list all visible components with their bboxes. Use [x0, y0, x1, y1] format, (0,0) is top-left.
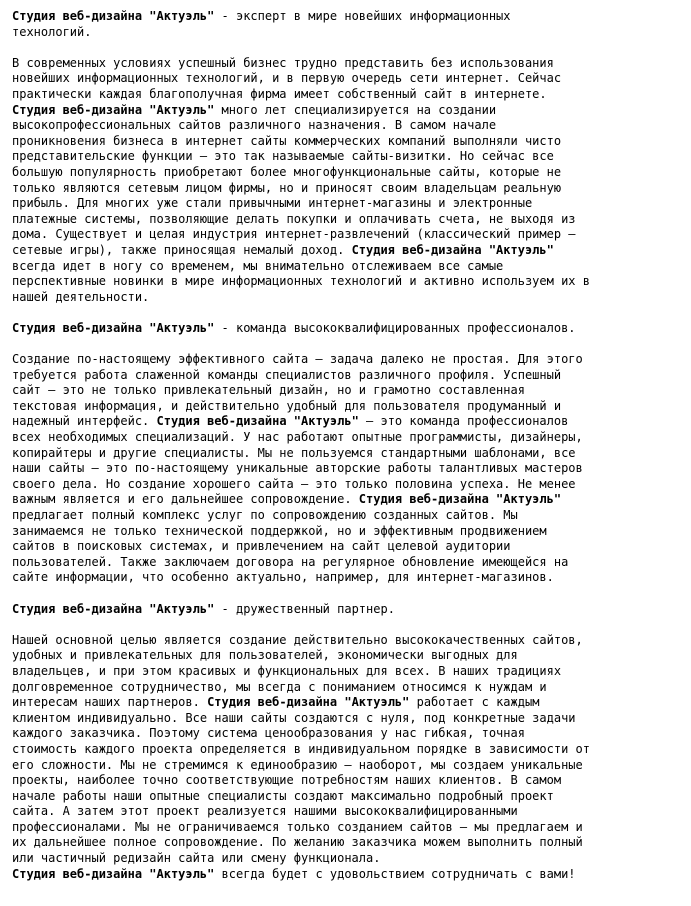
text-run: В современных условиях успешный бизнес трудно представить без использования	[12, 55, 554, 70]
brand-name: Студия веб-дизайна "Актуэль"	[12, 102, 215, 117]
text-run: перспективные новинки в мире информационных технологий и активно используем их в	[12, 274, 590, 289]
text-run: наши сайты — это по-настоящему уникальные авторские работы талантливых мастеров	[12, 461, 583, 476]
brand-name: Студия веб-дизайна "Актуэль"	[207, 695, 410, 710]
text-run: нашей деятельности.	[12, 289, 150, 304]
paragraph-gap	[12, 617, 691, 633]
brand-name: Студия веб-дизайна "Актуэль"	[12, 866, 215, 881]
text-run: надежный интерфейс.	[12, 414, 157, 429]
text-run: проникновения бизнеса в интернет сайты коммерческих компаний выполняли чисто	[12, 133, 562, 148]
text-run: всех необходимых специализаций. У нас работают опытные программисты, дизайнеры,	[12, 430, 583, 445]
paragraph-gap	[12, 586, 691, 602]
text-run: интересам наших партнеров.	[12, 695, 208, 710]
paragraph-gap	[12, 40, 691, 56]
text-run: важным является и его дальнейшее сопровождение.	[12, 492, 359, 507]
text-run: стоимость каждого проекта определяется в индивидуальном порядке в зависимости от	[12, 741, 590, 756]
text-run: всегда будет с удовольствием сотрудничать с вами!	[214, 866, 576, 881]
brand-name: Студия веб-дизайна "Актуэль"	[156, 414, 359, 429]
text-run: платежные системы, позволяющие делать покупки и оплачивать счета, не выходя из	[12, 211, 576, 226]
brand-name: Студия веб-дизайна "Актуэль"	[12, 9, 215, 23]
text-run: копирайтеры и другие специалисты. Мы не пользуемся стандартными шаблонами, все	[12, 445, 576, 460]
text-run: пользователей. Также заключаем договора на регулярное обновление имеющейся на	[12, 554, 569, 569]
text-run: сетевые игры), также приносящая немалый доход.	[12, 242, 352, 257]
text-run: начале работы наши опытные специалисты создают максимально подробный проект	[12, 788, 554, 803]
paragraph-gap	[12, 305, 691, 321]
text-run: большую популярность приобретают более многофункциональные сайты, которые не	[12, 164, 562, 179]
text-run: сайтов в поисковых системах, и привлечением на сайт целевой аудитории	[12, 539, 511, 554]
text-run: только являются сетевым лицом фирмы, но и приносят своим владельцам реальную	[12, 180, 562, 195]
brand-name: Студия веб-дизайна "Актуэль"	[12, 320, 215, 335]
partner-paragraph	[12, 633, 691, 883]
text-run: профессионалами. Мы не ограничиваемся только созданием сайтов — мы предлагаем и	[12, 819, 583, 834]
text-run: - эксперт в мире новейших информационных	[214, 9, 511, 23]
text-run: их дальнейшее полное сопровождение. По желанию заказчика можем выполнить полный	[12, 835, 583, 850]
text-run: долговременное сотрудничество, мы всегда с пониманием относимся к нуждам и	[12, 679, 547, 694]
document-body	[12, 9, 691, 882]
text-run: требуется работа слаженной команды специалистов различного профиля. Успешный	[12, 367, 562, 382]
text-run: каждого заказчика. Поэтому система ценообразования у нас гибкая, точная	[12, 726, 525, 741]
text-run: работает с каждым	[409, 695, 540, 710]
team-paragraph	[12, 352, 691, 586]
text-run: технологий.	[12, 24, 92, 39]
brand-name: Студия веб-дизайна "Актуэль"	[358, 492, 562, 507]
text-run: высокопрофессиональных сайтов различного назначения. В самом начале	[12, 118, 497, 133]
paragraph-gap	[12, 336, 691, 352]
text-run: — это команда профессионалов	[358, 414, 569, 429]
text-run: сайт — это не только привлекательный дизайн, но и грамотно составленная	[12, 383, 525, 398]
brand-name: Студия веб-дизайна "Актуэль"	[12, 601, 215, 616]
intro-paragraph	[12, 56, 691, 306]
text-run: всегда идет в ногу со временем, мы внимательно отслеживаем все самые	[12, 258, 504, 273]
partner-heading	[12, 602, 691, 618]
text-run: своего дела. Но создание хорошего сайта — это только половина успеха. Не менее	[12, 476, 576, 491]
text-run: Нашей основной целью является создание действительно высококачественных сайтов,	[12, 632, 583, 647]
text-run: новейших информационных технологий, и в первую очередь сети интернет. Сейчас	[12, 71, 562, 86]
text-run: представительские функции — это так называемые сайты-визитки. Но сейчас все	[12, 149, 554, 164]
text-run: проекты, наиболее точно соответствующие потребностям наших клиентов. В самом	[12, 773, 562, 788]
text-run: текстовая информация, и действительно удобный для пользователя продуманный и	[12, 398, 562, 413]
team-heading	[12, 321, 691, 337]
text-run: владельцев, и при этом красивых и функциональных для всех. В наших традициях	[12, 663, 562, 678]
text-run: прибыль. Для многих уже стали привычными интернет-магазины и электронные	[12, 196, 533, 211]
text-run: его сложности. Мы не стремимся к единообразию — наоборот, мы создаем уникальные	[12, 757, 583, 772]
text-run: сайте информации, что особенно актуально, например, для интернет-магазинов.	[12, 570, 554, 585]
text-run: предлагает полный комплекс услуг по сопровождению созданных сайтов. Мы	[12, 508, 518, 522]
text-run: практически каждая благополучная фирма имеет собственный сайт в интернете.	[12, 86, 547, 101]
text-run: дома. Существует и целая индустрия интернет-развлечений (классический пример —	[12, 227, 576, 242]
text-run: Создание по-настоящему эффективного сайта — задача далеко не простая. Для этого	[12, 352, 583, 367]
text-run: занимаемся не только технической поддержкой, но и эффективным продвижением	[12, 523, 547, 538]
brand-name: Студия веб-дизайна "Актуэль"	[351, 242, 554, 257]
text-run: много лет специализируется на создании	[214, 102, 497, 117]
text-run: клиентом индивидуально. Все наши сайты создаются с нуля, под конкретные задачи	[12, 710, 576, 725]
text-run: или частичный редизайн сайта или смену функционала.	[12, 851, 381, 866]
text-run: - дружественный партнер.	[214, 601, 395, 616]
text-run: - команда высококвалифицированных профессионалов.	[214, 320, 576, 335]
intro-heading	[12, 9, 691, 40]
text-run: удобных и привлекательных для пользователей, экономически выгодных для	[12, 648, 518, 663]
text-run: сайта. А затем этот проект реализуется нашими высококвалифицированными	[12, 804, 518, 819]
